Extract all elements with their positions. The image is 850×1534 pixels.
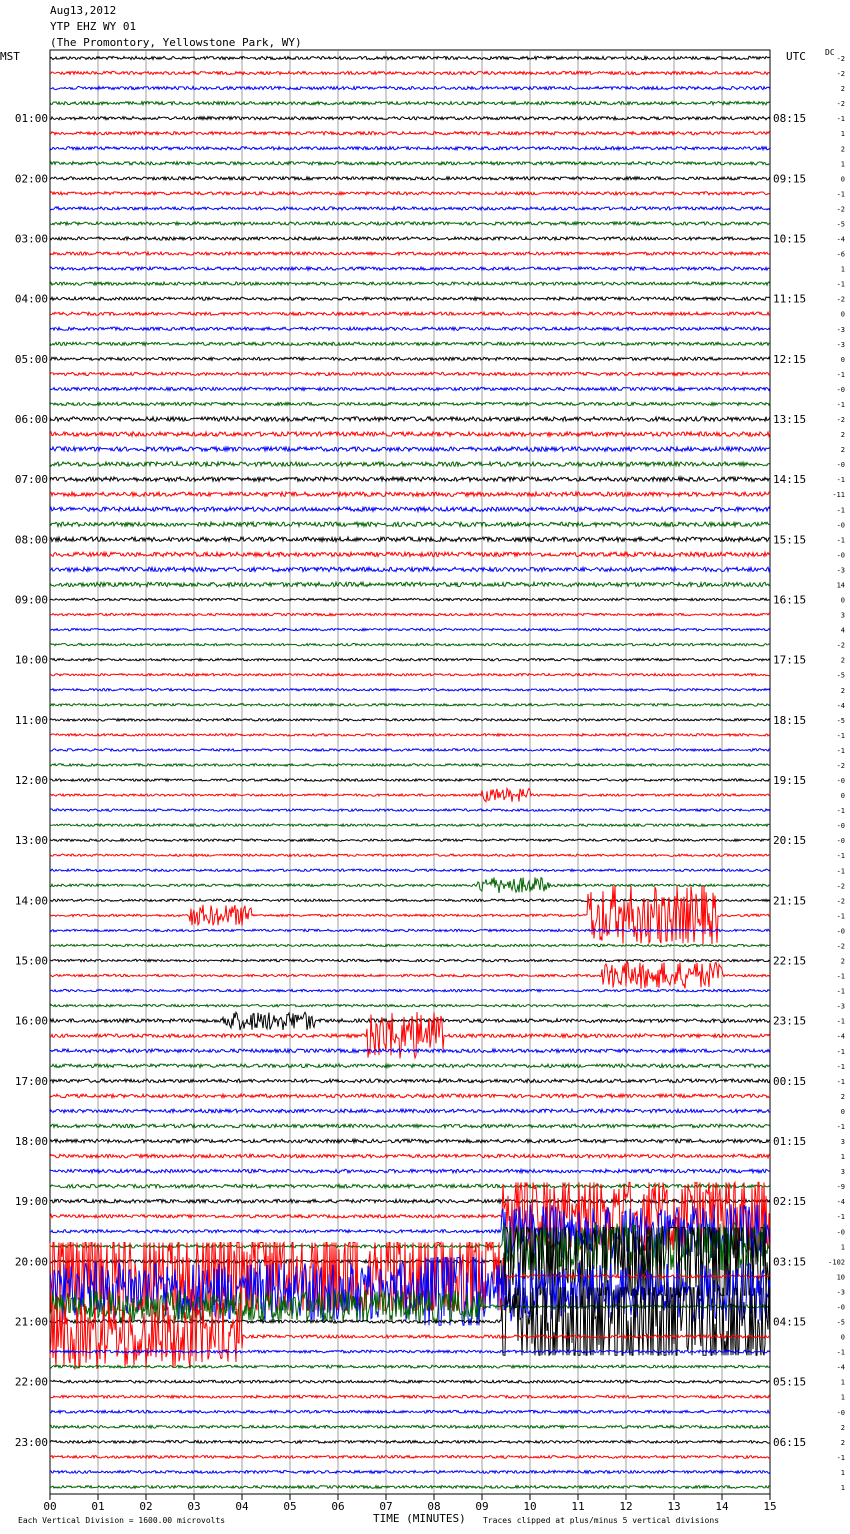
- dc-offset-label: 2: [840, 1423, 845, 1432]
- right-timezone-label: UTC: [786, 50, 806, 63]
- left-hour-label: 10:00: [14, 653, 48, 667]
- seismic-trace: [50, 117, 770, 120]
- right-hour-label: 02:15: [773, 1195, 807, 1209]
- seismic-trace: [50, 1486, 770, 1489]
- dc-offset-label: -1: [836, 1017, 845, 1026]
- seismic-trace: [50, 989, 770, 991]
- right-hour-label: 04:15: [773, 1315, 807, 1329]
- seismic-trace: [50, 177, 770, 180]
- dc-offset-label: 2: [840, 431, 845, 440]
- seismic-trace: [50, 789, 770, 802]
- right-hour-label: 20:15: [773, 834, 807, 848]
- seismic-trace: [50, 689, 770, 691]
- seismic-trace: [50, 312, 770, 315]
- dc-offset-label: 3: [840, 1168, 845, 1177]
- dc-offset-label: -4: [836, 701, 845, 710]
- seismic-trace: [50, 252, 770, 255]
- seismic-trace: [50, 1064, 770, 1068]
- seismic-trace: [50, 674, 770, 676]
- seismic-trace: [50, 102, 770, 105]
- dc-offset-label: 1: [840, 160, 845, 169]
- dc-offset-label: -1: [836, 731, 845, 740]
- right-hour-label: 08:15: [773, 112, 807, 126]
- seismic-trace: [50, 492, 770, 496]
- left-hour-label: 08:00: [14, 533, 48, 547]
- dc-offset-label: 1: [840, 130, 845, 139]
- dc-offset-label: -0: [836, 385, 845, 394]
- dc-offset-label: 0: [840, 310, 845, 319]
- right-hour-label: 11:15: [773, 292, 807, 306]
- dc-offset-label: -1: [836, 1122, 845, 1131]
- seismic-trace: [50, 886, 770, 945]
- left-hour-label: 03:00: [14, 232, 48, 246]
- dc-offset-label: 1: [840, 1243, 845, 1252]
- dc-offset-label: -2: [836, 100, 845, 109]
- dc-offset-label: -2: [836, 897, 845, 906]
- left-hour-label: 05:00: [14, 352, 48, 366]
- dc-offset-label: 2: [840, 446, 845, 455]
- seismic-trace: [50, 522, 770, 526]
- seismic-trace: [50, 1109, 770, 1113]
- x-tick-label: 12: [619, 1500, 633, 1513]
- dc-offset-label: 1: [840, 1393, 845, 1402]
- seismic-trace: [50, 613, 770, 615]
- seismic-trace: [50, 962, 770, 989]
- seismic-trace: [50, 779, 770, 781]
- dc-offset-label: -3: [836, 325, 845, 334]
- seismic-trace: [50, 372, 770, 375]
- dc-offset-label: -0: [836, 1408, 845, 1417]
- left-hour-label: 21:00: [14, 1315, 48, 1329]
- seismic-trace: [50, 1440, 770, 1443]
- seismic-trace: [50, 1350, 770, 1353]
- left-hour-label: 22:00: [14, 1375, 48, 1389]
- dc-offset-label: -1: [836, 280, 845, 289]
- dc-offset-label: -4: [836, 1363, 845, 1372]
- right-hour-label: 21:15: [773, 894, 807, 908]
- seismic-trace: [50, 417, 770, 421]
- x-tick-label: 09: [475, 1500, 489, 1513]
- dc-offset-label: 0: [840, 596, 845, 605]
- seismic-trace: [50, 402, 770, 405]
- left-hour-label: 15:00: [14, 954, 48, 968]
- dc-offset-label: -9: [836, 1183, 845, 1192]
- dc-offset-label: -2: [836, 882, 845, 891]
- seismic-trace: [50, 1184, 770, 1188]
- right-hour-label: 09:15: [773, 172, 807, 186]
- dc-offset-label: -1: [836, 370, 845, 379]
- right-hour-label: 18:15: [773, 713, 807, 727]
- dc-offset-header: DC: [825, 48, 835, 57]
- left-hour-label: 07:00: [14, 473, 48, 487]
- seismic-trace: [50, 1456, 770, 1459]
- left-hour-label: 12:00: [14, 774, 48, 787]
- clip-note: Traces clipped at plus/minus 5 vertical divisions: [483, 1516, 720, 1525]
- dc-offset-label: -1: [836, 852, 845, 861]
- right-hour-label: 05:15: [773, 1375, 807, 1389]
- right-hour-label: 12:15: [773, 352, 807, 366]
- seismic-trace: [50, 704, 770, 706]
- seismic-trace: [50, 387, 770, 390]
- dc-offset-label: -2: [836, 942, 845, 951]
- seismic-trace: [50, 1471, 770, 1474]
- dc-offset-label: -1: [836, 400, 845, 409]
- left-hour-label: 01:00: [14, 112, 48, 126]
- seismic-trace: [50, 877, 770, 893]
- dc-offset-label: 3: [840, 611, 845, 620]
- dc-offset-label: 0: [840, 792, 845, 801]
- left-hour-label: 19:00: [14, 1195, 48, 1209]
- dc-offset-label: -1: [836, 972, 845, 981]
- right-hour-label: 10:15: [773, 232, 807, 246]
- dc-offset-label: -11: [832, 491, 845, 500]
- dc-offset-label: 0: [840, 1333, 845, 1342]
- left-hour-label: 23:00: [14, 1435, 48, 1449]
- dc-offset-label: -5: [836, 671, 845, 680]
- station-code: YTP EHZ WY 01: [50, 20, 137, 33]
- seismic-trace: [50, 1124, 770, 1128]
- left-hour-label: 18:00: [14, 1135, 48, 1148]
- seismic-trace: [50, 147, 770, 150]
- left-timezone-label: MST: [0, 50, 20, 63]
- seismic-trace: [50, 447, 770, 451]
- dc-offset-label: 14: [836, 581, 845, 590]
- seismic-trace: [50, 1380, 770, 1383]
- dc-offset-label: -1: [836, 115, 845, 124]
- seismic-trace: [50, 237, 770, 240]
- seismic-trace: [50, 477, 770, 481]
- seismic-trace: [50, 944, 770, 946]
- x-tick-label: 15: [763, 1500, 777, 1513]
- x-tick-label: 03: [187, 1500, 201, 1513]
- left-hour-label: 06:00: [14, 413, 48, 426]
- dc-offset-label: 0: [840, 1107, 845, 1116]
- right-hour-label: 00:15: [773, 1074, 807, 1088]
- x-tick-label: 14: [715, 1500, 729, 1513]
- left-hour-label: 04:00: [14, 292, 48, 306]
- left-hour-label: 16:00: [14, 1014, 48, 1028]
- dc-offset-label: -2: [836, 205, 845, 214]
- dc-offset-label: -5: [836, 716, 845, 725]
- seismic-trace: [50, 56, 770, 59]
- dc-offset-label: -0: [836, 461, 845, 470]
- dc-offset-label: -3: [836, 340, 845, 349]
- right-hour-label: 22:15: [773, 954, 807, 968]
- seismic-trace: [50, 749, 770, 751]
- right-hour-label: 15:15: [773, 533, 807, 547]
- x-tick-label: 00: [43, 1500, 57, 1513]
- dc-offset-label: -1: [836, 536, 845, 545]
- dc-offset-label: -1: [836, 867, 845, 876]
- dc-offset-label: -0: [836, 1303, 845, 1312]
- x-tick-label: 10: [523, 1500, 537, 1513]
- dc-offset-label: -1: [836, 506, 845, 515]
- seismic-trace: [50, 734, 770, 736]
- x-tick-label: 08: [427, 1500, 441, 1513]
- seismic-trace: [50, 1139, 770, 1143]
- seismic-trace: [50, 297, 770, 300]
- seismic-trace: [50, 537, 770, 541]
- seismic-trace: [50, 1154, 770, 1158]
- x-tick-label: 11: [571, 1500, 585, 1513]
- left-hour-label: 09:00: [14, 593, 48, 607]
- seismic-trace: [50, 582, 770, 586]
- dc-offset-label: -6: [836, 250, 845, 259]
- x-tick-label: 02: [139, 1500, 153, 1513]
- dc-offset-label: 10: [836, 1273, 845, 1282]
- dc-offset-label: -4: [836, 1032, 845, 1041]
- seismic-trace: [50, 1094, 770, 1098]
- left-hour-label: 17:00: [14, 1074, 48, 1088]
- seismic-trace: [50, 659, 770, 661]
- x-tick-label: 06: [331, 1500, 345, 1513]
- scale-note: Each Vertical Division = 1600.00 microvolts: [18, 1516, 226, 1525]
- dc-offset-label: -1: [836, 746, 845, 755]
- seismic-trace: [50, 342, 770, 345]
- seismic-trace: [50, 462, 770, 466]
- seismic-trace: [50, 824, 770, 826]
- seismic-trace: [50, 628, 770, 630]
- dc-offset-label: -0: [836, 1228, 845, 1237]
- dc-offset-label: -5: [836, 220, 845, 229]
- dc-offset-label: -0: [836, 551, 845, 560]
- x-tick-label: 13: [667, 1500, 681, 1513]
- dc-offset-label: -5: [836, 1318, 845, 1327]
- dc-offset-label: 2: [840, 957, 845, 966]
- seismic-trace: [50, 929, 770, 931]
- dc-offset-label: -1: [836, 1348, 845, 1357]
- dc-offset-label: 1: [840, 265, 845, 274]
- left-hour-label: 02:00: [14, 172, 48, 186]
- seismic-trace: [50, 598, 770, 600]
- x-axis-title: TIME (MINUTES): [373, 1512, 466, 1525]
- seismic-trace: [50, 1049, 770, 1053]
- seismic-trace: [50, 1425, 770, 1428]
- dc-offset-label: -0: [836, 521, 845, 530]
- dc-offset-label: 2: [840, 1438, 845, 1447]
- dc-offset-label: 2: [840, 686, 845, 695]
- right-hour-label: 16:15: [773, 593, 807, 607]
- left-hour-label: 14:00: [14, 894, 48, 908]
- seismic-trace: [50, 222, 770, 225]
- dc-offset-label: 1: [840, 1378, 845, 1387]
- seismic-trace: [50, 507, 770, 511]
- dc-offset-label: -0: [836, 822, 845, 831]
- seismic-trace: [50, 1169, 770, 1173]
- dc-offset-label: -0: [836, 777, 845, 785]
- dc-offset-label: 0: [840, 355, 845, 364]
- dc-offset-label: 2: [840, 145, 845, 154]
- seismic-trace: [50, 552, 770, 556]
- seismic-trace: [50, 207, 770, 210]
- dc-offset-label: -3: [836, 1002, 845, 1011]
- dc-offset-label: -1: [836, 190, 845, 199]
- seismic-trace: [50, 854, 770, 856]
- dc-offset-label: -2: [836, 55, 845, 63]
- seismic-trace: [50, 71, 770, 74]
- dc-offset-label: 1: [840, 1468, 845, 1477]
- dc-offset-label: -2: [836, 761, 845, 770]
- seismic-trace: [50, 1004, 770, 1006]
- seismic-trace: [50, 1395, 770, 1398]
- seismic-trace: [50, 764, 770, 766]
- dc-offset-label: 1: [840, 1153, 845, 1162]
- x-tick-label: 04: [235, 1500, 249, 1513]
- seismic-trace: [50, 267, 770, 270]
- right-hour-label: 14:15: [773, 473, 807, 487]
- dc-offset-label: -1: [836, 987, 845, 996]
- seismic-trace: [50, 839, 770, 841]
- seismic-trace: [50, 192, 770, 195]
- seismic-trace: [50, 959, 770, 961]
- right-hour-label: 03:15: [773, 1255, 807, 1269]
- right-hour-label: 01:15: [773, 1135, 807, 1148]
- seismic-trace: [50, 567, 770, 571]
- dc-offset-label: -1: [836, 1213, 845, 1222]
- seismic-trace: [50, 282, 770, 285]
- dc-offset-label: 0: [840, 175, 845, 184]
- station-location: (The Promontory, Yellowstone Park, WY): [50, 36, 302, 49]
- right-hour-label: 19:15: [773, 774, 807, 787]
- left-hour-label: 13:00: [14, 834, 48, 848]
- right-hour-label: 06:15: [773, 1435, 807, 1449]
- dc-offset-label: -2: [836, 416, 845, 424]
- dc-offset-label: -2: [836, 641, 845, 650]
- seismic-trace: [50, 719, 770, 721]
- right-hour-label: 23:15: [773, 1014, 807, 1028]
- seismic-trace: [50, 1365, 770, 1368]
- x-tick-label: 07: [379, 1500, 393, 1513]
- dc-offset-label: -4: [836, 235, 845, 244]
- dc-offset-label: -102: [828, 1258, 845, 1267]
- seismic-trace: [50, 643, 770, 645]
- seismic-trace: [50, 357, 770, 360]
- left-hour-label: 11:00: [14, 713, 48, 727]
- dc-offset-label: -1: [836, 807, 845, 816]
- seismic-trace: [50, 162, 770, 165]
- seismic-trace: [50, 87, 770, 90]
- dc-offset-label: -2: [836, 295, 845, 304]
- dc-offset-label: -1: [836, 476, 845, 485]
- dc-offset-label: -1: [836, 912, 845, 921]
- dc-offset-label: -0: [836, 837, 845, 846]
- record-date: Aug13,2012: [50, 4, 117, 17]
- dc-offset-label: -2: [836, 70, 845, 79]
- seismic-trace: [50, 1410, 770, 1413]
- dc-offset-label: 4: [840, 626, 845, 635]
- dc-offset-label: -1: [836, 1047, 845, 1056]
- dc-offset-label: -1: [836, 1077, 845, 1086]
- seismic-trace: [50, 1079, 770, 1083]
- dc-offset-label: -0: [836, 927, 845, 936]
- dc-offset-label: -3: [836, 1288, 845, 1297]
- dc-offset-label: 1: [840, 1483, 845, 1492]
- dc-offset-label: -3: [836, 566, 845, 575]
- right-hour-label: 17:15: [773, 653, 807, 667]
- dc-offset-label: -1: [836, 1062, 845, 1071]
- seismic-trace: [50, 432, 770, 436]
- left-hour-label: 20:00: [14, 1255, 48, 1269]
- seismic-trace: [50, 809, 770, 811]
- dc-offset-label: -4: [836, 1198, 845, 1207]
- right-hour-label: 13:15: [773, 413, 807, 426]
- dc-offset-label: 2: [840, 656, 845, 665]
- dc-offset-label: 2: [840, 1092, 845, 1101]
- x-tick-label: 05: [283, 1500, 297, 1513]
- seismic-trace: [50, 327, 770, 330]
- dc-offset-label: 3: [840, 1138, 845, 1146]
- dc-offset-label: -1: [836, 1453, 845, 1462]
- x-tick-label: 01: [91, 1500, 105, 1513]
- seismic-trace: [50, 869, 770, 871]
- seismic-trace: [50, 132, 770, 135]
- dc-offset-label: 2: [840, 85, 845, 94]
